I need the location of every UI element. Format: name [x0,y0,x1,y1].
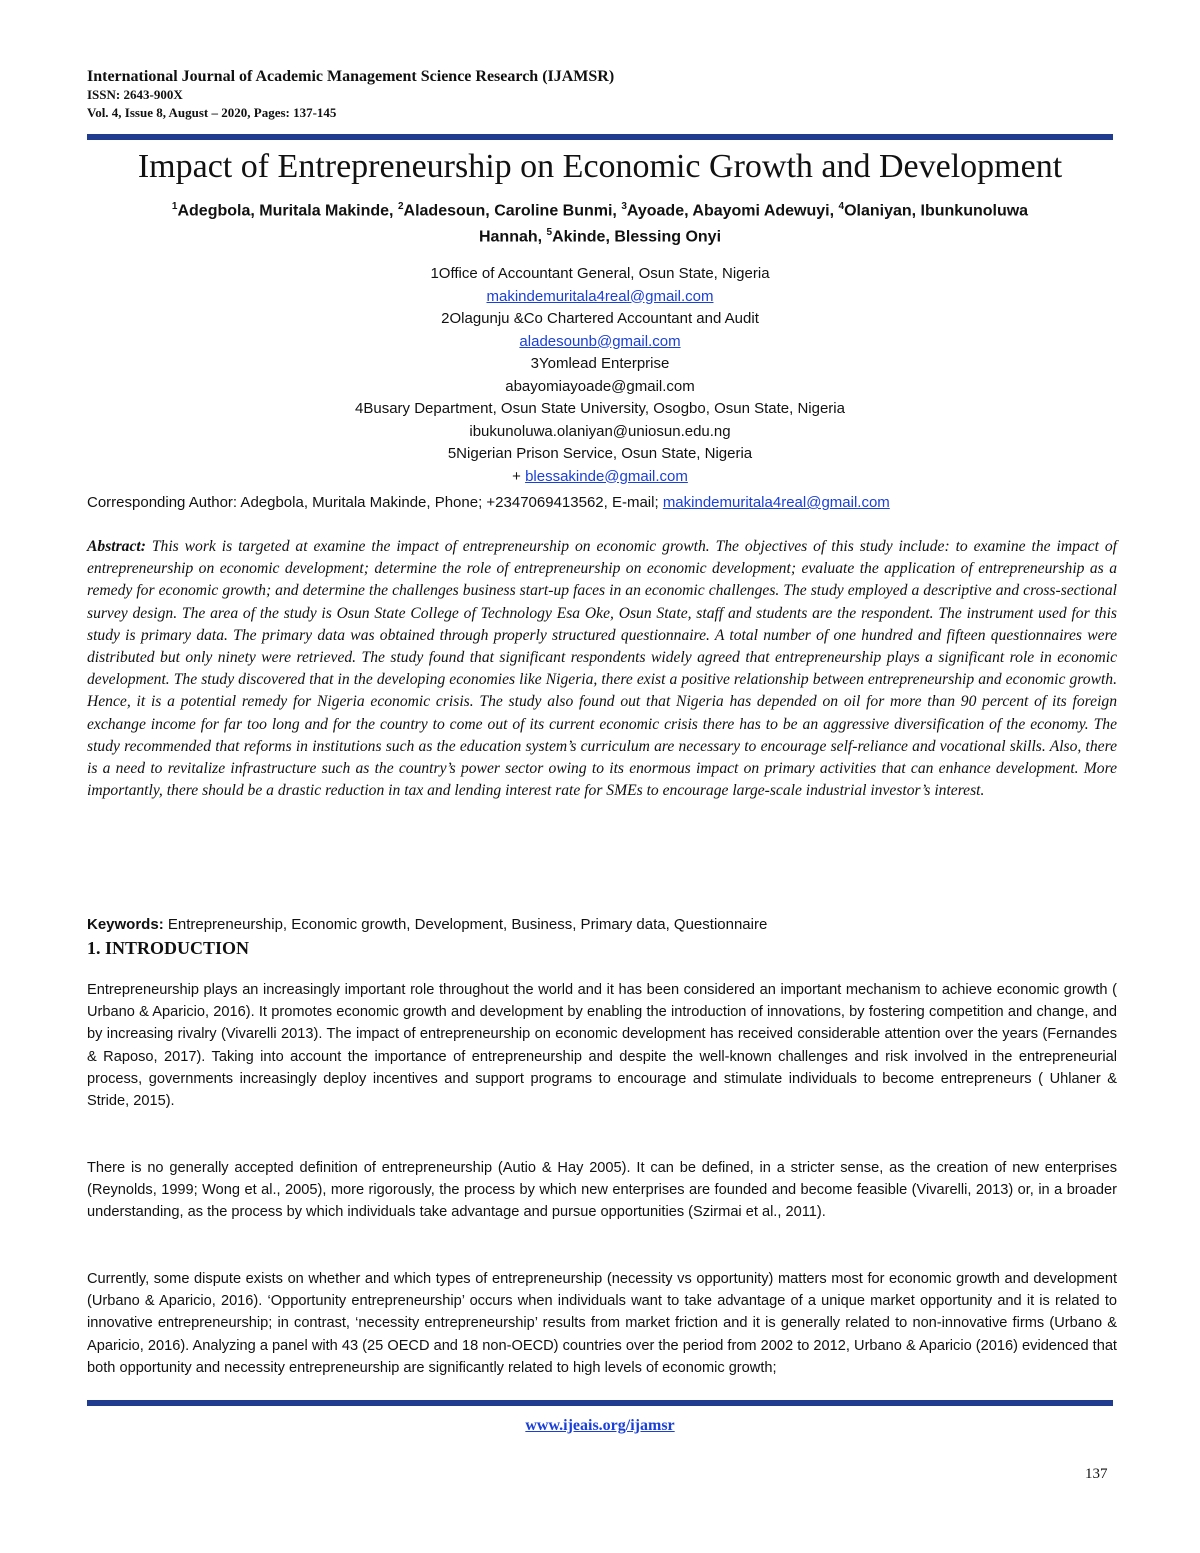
corresponding-author-text: Corresponding Author: Adegbola, Muritala Makinde, Phone; +2347069413562, E-mail; [87,494,663,511]
author-2: Aladesoun, Caroline Bunmi, [403,202,622,220]
abstract-text: This work is targeted at examine the impact of entrepreneurship on economic growth. The objectives of this study include: to examine the impact of entrepreneurship on economic development; determine the role of entrepreneurship on economic development; evaluate the application of entrepreneurship as a remedy for economic growth; and determine the challenges business start-up faces in an economic challenges. The study employed a descriptive and cross-sectional survey design. The area of the study is Osun State College of Technology Esa Oke, Osun State, staff and students are the respondent. The instrument used for this study is primary data. The primary data was obtained through properly structured questionnaire. A total number of one hundred and fifteen questionnaires were distributed but only ninety were retrieved. The study found that significant respondents widely agreed that entrepreneurship plays a significant role in economic development. The study discovered that in the developing economies like Nigeria, there exist a positive relationship between entrepreneurship and economic growth. Hence, it is a potential remedy for Nigeria economic crisis. The study also found out that Nigeria has depended on oil for more than 90 percent of its foreign exchange income for far too long and for the country to come out of its current economic crisis there has to be an aggressive diversification of the economy. The study recommended that reforms in institutions such as the education system’s curriculum are necessary to encourage self-reliance and vocational skills. Also, there is a need to revitalize infrastructure such as the country’s power sector owing to its enormous impact on primary activities that can enhance development. More importantly, there should be a drastic reduction in tax and lending interest rate for SMEs to encourage large-scale industrial investor’s interest. [87,538,1117,800]
email-4: ibukunoluwa.olaniyan@uniosun.edu.ng [469,422,731,440]
affiliations [0,263,1200,488]
affiliation-5: 5Nigerian Prison Service, Osun State, Nigeria [447,445,753,462]
author-3: Ayoade, Abayomi Adewuyi, [626,202,839,220]
author-5-marker: 5 [546,227,553,239]
affiliation-2: 2Olagunju &Co Chartered Accountant and Audit [441,310,759,327]
author-4-marker: 4 [838,201,845,212]
email-link-1[interactable]: makindemuritala4real@gmail.com [486,287,714,305]
journal-volume: Vol. 4, Issue 8, August – 2020, Pages: 137-145 [87,105,337,120]
author-4: Olaniyan, Ibunkunoluwa Hannah, [478,202,1029,246]
intro-paragraph-2: There is no generally accepted definition of entrepreneurship (Autio & Hay 2005). It can be defined, in a stricter sense, as the creation of new enterprises (Reynolds, 1999; Wong et al., 2005), more rigorously, the process by which new enterprises are founded and become feasible (Vivarelli, 2013) or, in a broader understanding, as the process by which individuals take advantage and pursue opportunities (Szirmai et al., 2011). [87,1160,1117,1221]
paper-title: Impact of Entrepreneurship on Economic Growth and Development [137,148,1063,185]
section-heading: 1. INTRODUCTION [87,938,250,958]
author-1: Adegbola, Muritala Makinde, [177,202,398,220]
header-rule [87,134,1113,140]
email-link-2[interactable]: aladesounb@gmail.com [519,332,681,350]
affiliation-4: 4Busary Department, Osun State University, Osogbo, Osun State, Nigeria [355,400,845,417]
email-5-prefix: + [512,467,526,485]
journal-header [87,68,614,122]
author-5: Akinde, Blessing Onyi [552,228,722,246]
corresponding-email-link[interactable]: makindemuritala4real@gmail.com [662,494,890,511]
abstract-label: Abstract: [87,538,146,555]
author-list [140,196,1060,249]
keywords [87,914,767,936]
keywords-text: Entrepreneurship, Economic growth, Development, Business, Primary data, Questionnaire [163,916,768,933]
page-number: 137 [1085,1466,1108,1482]
keywords-label: Keywords: [87,916,164,933]
email-link-5[interactable]: blessakinde@gmail.com [525,467,688,485]
author-2-marker: 2 [397,201,404,212]
journal-issn: ISSN: 2643-900X [87,87,183,102]
footer-rule [87,1400,1113,1406]
author-3-marker: 3 [621,201,627,212]
intro-paragraph-3: Currently, some dispute exists on whether and which types of entrepreneurship (necessity vs opportunity) matters most for economic growth and development (Urbano & Aparicio, 2016). ‘Opportunity entrepreneurship’ occurs when individuals want to take advantage of a unique market opportunity and it is related to innovative entrepreneurship; in contrast, ‘necessity entrepreneurship’ results from market friction and it is generally related to non-innovative firms (Urbano & Aparicio, 2016). Analyzing a panel with 43 (25 OECD and 18 non-OECD) countries over the period from 2002 to 2012, Urbano & Aparicio (2016) evidenced that both opportunity and necessity entrepreneurship are significantly related to high levels of economic growth; [87,1271,1117,1376]
corresponding-author [87,492,890,514]
email-3: abayomiayoade@gmail.com [505,377,695,395]
abstract [87,536,1117,802]
affiliation-3: 3Yomlead Enterprise [530,355,670,372]
journal-name: International Journal of Academic Management Science Research (IJAMSR) [87,68,615,85]
author-1-marker: 1 [171,201,178,212]
intro-paragraph-1: Entrepreneurship plays an increasingly important role throughout the world and it has been considered an important mechanism to achieve economic growth ( Urbano & Aparicio, 2016). It promotes economic growth and development by enabling the introduction of innovations, by fostering competition and change, and by increasing rivalry (Vivarelli 2013). The impact of entrepreneurship on economic development has received considerable attention over the years (Fernandes & Raposo, 2017). Taking into account the importance of entrepreneurship and despite the well-known challenges and risk involved in the entrepreneurial process, governments increasingly deploy incentives and support programs to encourage and stimulate individuals to become entrepreneurs ( Uhlaner & Stride, 2015). [87,982,1117,1110]
footer-url-link[interactable]: www.ijeais.org/ijamsr [525,1417,675,1434]
affiliation-1: 1Office of Accountant General, Osun State, Nigeria [430,265,770,282]
